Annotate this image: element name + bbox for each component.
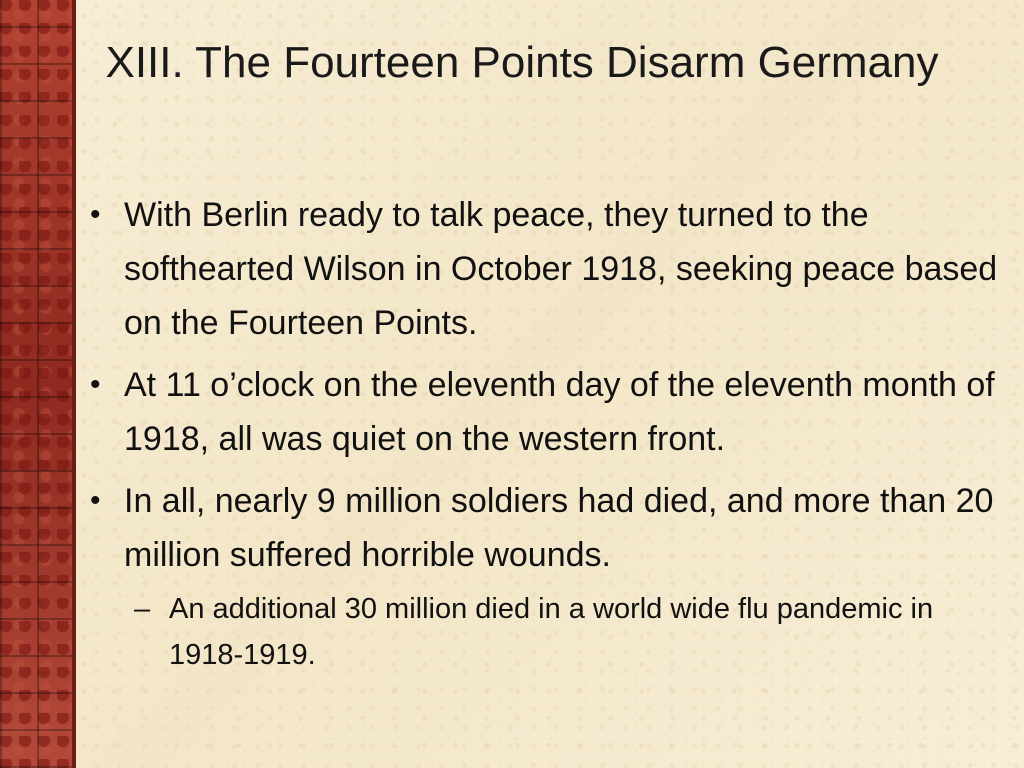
bullet-icon: • — [90, 484, 101, 517]
slide-title: XIII. The Fourteen Points Disarm Germany — [105, 38, 939, 87]
sub-bullet-text: An additional 30 million died in a world wide flu pandemic in 1918-1919. — [169, 593, 934, 671]
dash-icon: – — [134, 593, 151, 625]
bullet-text: With Berlin ready to talk peace, they turned to the softhearted Wilson in October 1918, seeking peace based on the Fourteen Points. — [124, 196, 998, 342]
side-strip-border — [72, 0, 76, 768]
bullet-icon: • — [90, 368, 101, 401]
bullet-icon: • — [90, 198, 101, 231]
bullet-item — [86, 474, 1006, 678]
bullet-list — [86, 188, 1006, 686]
bullet-item — [86, 188, 1006, 350]
bullet-text: At 11 o’clock on the eleventh day of the eleventh month of 1918, all was quiet on the western front. — [124, 366, 995, 458]
bullet-item — [86, 358, 1006, 466]
sub-bullet-list — [124, 586, 1006, 678]
sub-bullet-item — [124, 586, 1006, 678]
bullet-text: In all, nearly 9 million soldiers had died, and more than 20 million suffered horrible wounds. — [124, 482, 994, 574]
decorative-side-strip — [0, 0, 76, 768]
